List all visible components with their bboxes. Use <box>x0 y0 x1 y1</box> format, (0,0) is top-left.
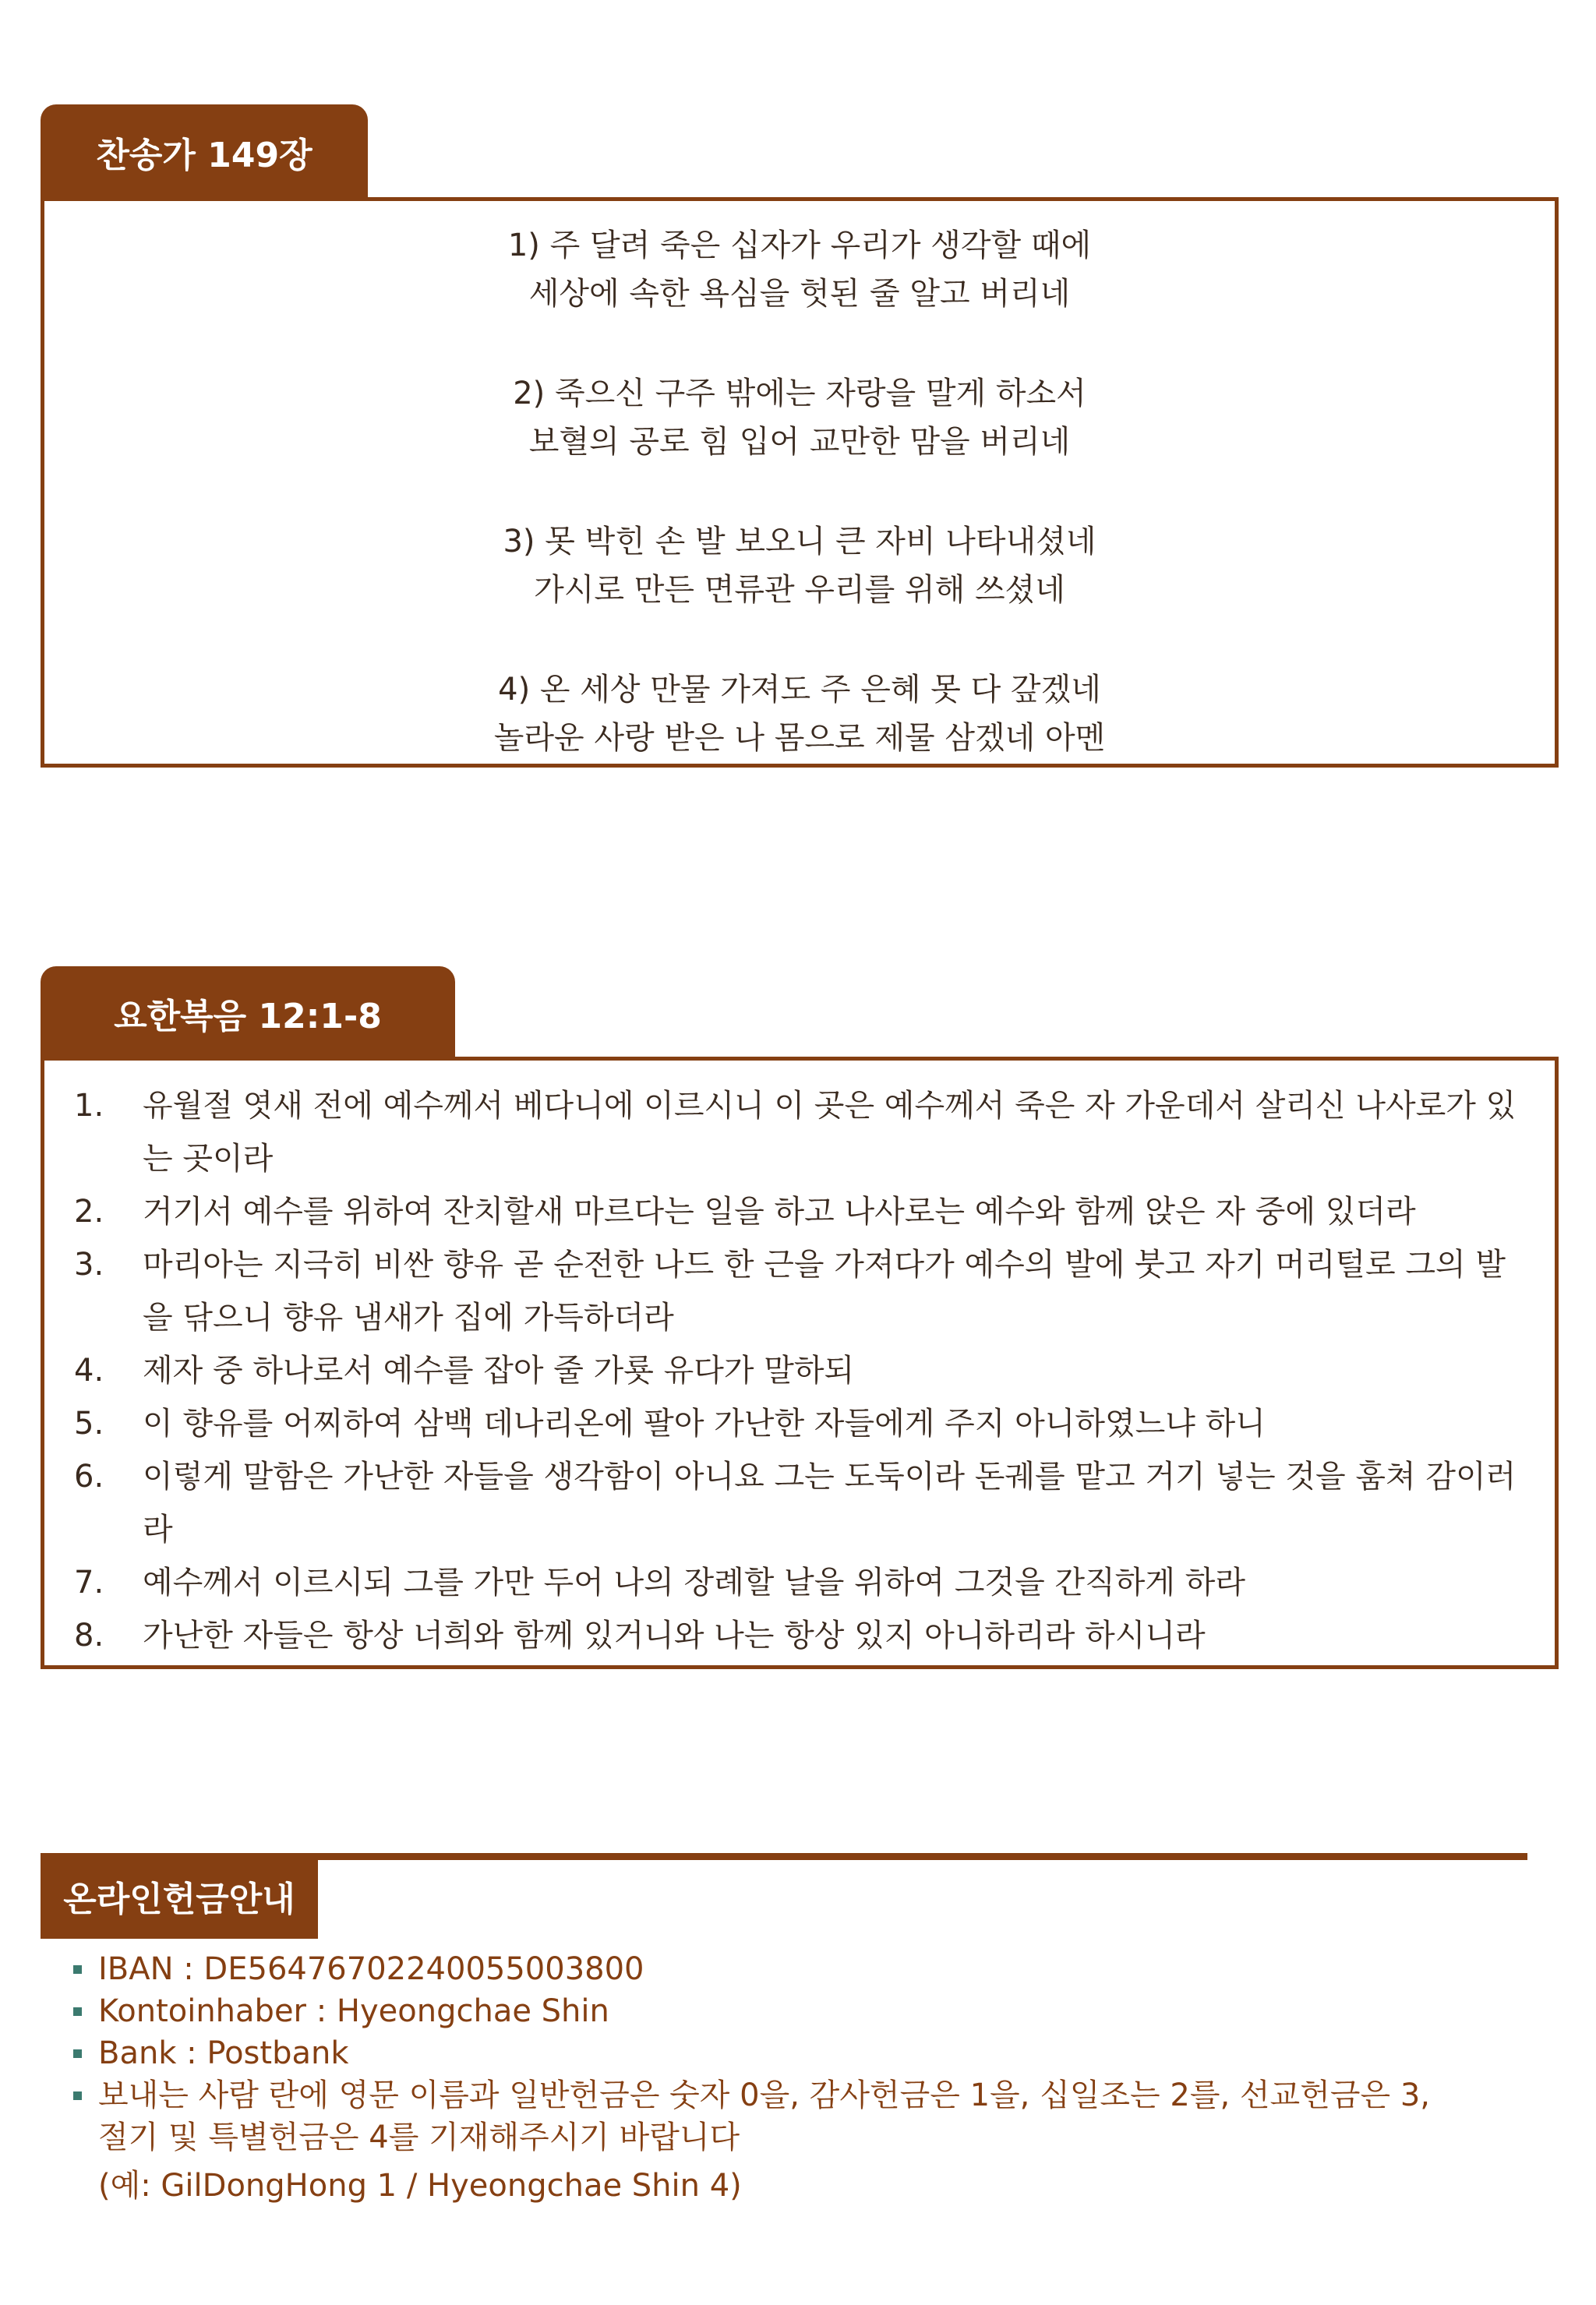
hymn-line: 3) 못 박힌 손 발 보오니 큰 자비 나타내셨네 <box>503 524 1096 559</box>
hymn-verse-1 <box>44 221 1555 318</box>
note-line-2: 절기 및 특별헌금은 4를 기재해주시기 바랍니다 <box>98 2120 740 2155</box>
verse-number: 1. <box>74 1088 104 1124</box>
verse-text: 제자 중 하나로서 예수를 잡아 줄 가룟 유다가 말하되 <box>143 1353 855 1389</box>
hymn-line: 놀라운 사랑 받은 나 몸으로 제물 삼겠네 아멘 <box>493 720 1106 756</box>
holder-text: Kontoinhaber : Hyeongchae Shin <box>98 1993 609 2029</box>
note-line-1: 보내는 사람 란에 영문 이름과 일반헌금은 숫자 0을, 감사헌금은 1을, 십일조는 2를, 선교헌금은 3, <box>98 2077 1430 2113</box>
offering-divider <box>315 1853 1527 1860</box>
verse-number: 8. <box>74 1618 104 1654</box>
scripture-verse <box>44 1344 1555 1397</box>
scripture-box <box>41 1057 1559 1669</box>
offering-info-list <box>72 1948 1549 2207</box>
hymn-lyrics-box <box>41 197 1559 768</box>
offering-note-item <box>72 2074 1549 2207</box>
scripture-verse <box>44 1185 1555 1238</box>
offering-bank-item <box>72 2032 1549 2074</box>
bullet-icon <box>73 2091 82 2100</box>
offering-title-tab <box>41 1853 318 1939</box>
scripture-verse <box>44 1556 1555 1609</box>
bullet-icon <box>73 2007 82 2016</box>
verse-number: 4. <box>74 1353 104 1389</box>
hymn-line: 가시로 만든 면류관 우리를 위해 쓰셨네 <box>534 572 1065 608</box>
scripture-verse <box>44 1450 1555 1556</box>
verse-text: 가난한 자들은 항상 너희와 함께 있거니와 나는 항상 있지 아니하리라 하시니라 <box>143 1618 1206 1654</box>
scripture-verse <box>44 1079 1555 1185</box>
bank-text: Bank : Postbank <box>98 2035 349 2071</box>
verse-number: 3. <box>74 1247 104 1283</box>
verse-number: 6. <box>74 1459 104 1495</box>
verse-text: 유월절 엿새 전에 예수께서 베다니에 이르시니 이 곳은 예수께서 죽은 자 가운데서 살리신 나사로가 있는 곳이라 <box>143 1088 1517 1177</box>
offering-title: 온라인헌금안내 <box>63 1880 295 1919</box>
verse-text: 마리아는 지극히 비싼 향유 곧 순전한 나드 한 근을 가져다가 예수의 발에 붓고 자기 머리털로 그의 발을 닦으니 향유 냄새가 집에 가득하더라 <box>143 1247 1506 1336</box>
hymn-verse-3 <box>44 517 1555 614</box>
hymn-line: 세상에 속한 욕심을 헛된 줄 알고 버리네 <box>528 276 1071 312</box>
scripture-verse <box>44 1397 1555 1450</box>
hymn-line: 1) 주 달려 죽은 십자가 우리가 생각할 때에 <box>507 228 1092 263</box>
scripture-verse-list <box>44 1079 1555 1662</box>
hymn-verse-4 <box>44 665 1555 762</box>
scripture-verse <box>44 1238 1555 1344</box>
verse-number: 2. <box>74 1194 104 1230</box>
verse-number: 5. <box>74 1406 104 1442</box>
verse-text: 예수께서 이르시되 그를 가만 두어 나의 장례할 날을 위하여 그것을 간직하게 하라 <box>143 1565 1245 1601</box>
verse-text: 이렇게 말함은 가난한 자들을 생각함이 아니요 그는 도둑이라 돈궤를 맡고 거기 넣는 것을 훔쳐 감이러라 <box>143 1459 1517 1548</box>
hymn-line: 2) 죽으신 구주 밖에는 자랑을 말게 하소서 <box>513 376 1086 411</box>
hymn-line: 보혈의 공로 힘 입어 교만한 맘을 버리네 <box>528 424 1071 460</box>
verse-text: 거기서 예수를 위하여 잔치할새 마르다는 일을 하고 나사로는 예수와 함께 앉은 자 중에 있더라 <box>143 1194 1416 1230</box>
hymn-title: 찬송가 149장 <box>96 136 312 175</box>
scripture-title: 요한복음 12:1-8 <box>114 997 382 1036</box>
offering-holder-item <box>72 1990 1549 2032</box>
scripture-title-tab <box>41 966 455 1060</box>
iban-text: IBAN : DE56476702240055003800 <box>98 1951 644 1987</box>
bullet-icon <box>73 1965 82 1974</box>
verse-text: 이 향유를 어찌하여 삼백 데나리온에 팔아 가난한 자들에게 주지 아니하였느냐 하니 <box>143 1406 1266 1442</box>
hymn-verse-2 <box>44 369 1555 466</box>
offering-iban-item <box>72 1948 1549 1990</box>
bullet-icon <box>73 2049 82 2058</box>
note-example: (예: GilDongHong 1 / Hyeongchae Shin 4) <box>98 2168 742 2204</box>
hymn-line: 4) 온 세상 만물 가져도 주 은혜 못 다 갚겠네 <box>498 672 1101 708</box>
verse-number: 7. <box>74 1565 104 1601</box>
hymn-title-tab <box>41 104 368 199</box>
scripture-verse <box>44 1609 1555 1662</box>
